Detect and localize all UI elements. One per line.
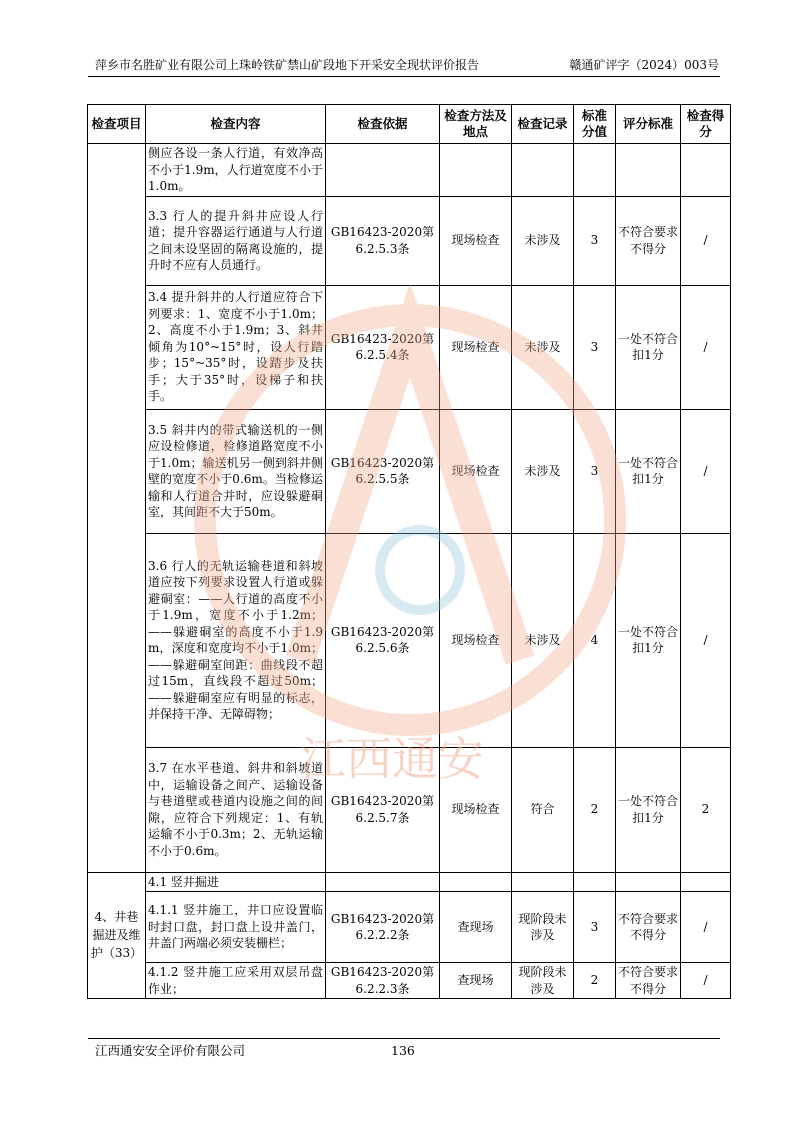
check-basis: GB16423-2020第6.2.5.4条 bbox=[326, 285, 440, 409]
section-subtitle: 4.1 竖井掘进 bbox=[146, 872, 326, 892]
check-record: 现阶段未涉及 bbox=[512, 963, 574, 999]
scoring-standard: 不符合要求不得分 bbox=[616, 892, 681, 963]
check-basis: GB16423-2020第6.2.5.7条 bbox=[326, 747, 440, 872]
table-row bbox=[88, 144, 731, 197]
standard-score: 3 bbox=[574, 892, 616, 963]
check-method: 现场检查 bbox=[440, 747, 512, 872]
check-record: 未涉及 bbox=[512, 285, 574, 409]
scoring-standard: 一处不符合扣1分 bbox=[616, 533, 681, 747]
footer-company: 江西通安安全评价有限公司 bbox=[95, 1043, 246, 1058]
table-row bbox=[88, 196, 731, 285]
check-basis: GB16423-2020第6.2.5.5条 bbox=[326, 409, 440, 533]
footer-divider bbox=[88, 1038, 720, 1039]
table-row bbox=[88, 747, 731, 872]
scoring-standard: 一处不符合扣1分 bbox=[616, 409, 681, 533]
table-row bbox=[88, 533, 731, 747]
standard-score: 2 bbox=[574, 747, 616, 872]
check-content: 侧应各设一条人行道，有效净高不小于1.9m，人行道宽度不小于1.0m。 bbox=[146, 144, 326, 197]
check-basis bbox=[326, 144, 440, 197]
table-row bbox=[88, 872, 731, 892]
check-content: 3.5 斜井内的带式输送机的一侧应设检修道，检修道路宽度不小于1.0m；输送机另一侧到斜井侧壁的宽度不小于0.6m。当检修运输和人行道合并时，应设躲避硐室，其间距不大于50m。 bbox=[146, 409, 326, 533]
col-header-basis: 检查依据 bbox=[326, 105, 440, 144]
check-result: / bbox=[681, 285, 731, 409]
page-number: 136 bbox=[391, 1043, 415, 1058]
empty-cell bbox=[681, 872, 731, 892]
empty-cell bbox=[326, 872, 440, 892]
check-content: 4.1.1 竖井施工，井口应设置临时封口盘，封口盘上设井盖门，井盖门两端必须安装栅栏； bbox=[146, 892, 326, 963]
check-record: 未涉及 bbox=[512, 409, 574, 533]
check-result: / bbox=[681, 963, 731, 999]
project-cell-3 bbox=[88, 144, 146, 873]
check-record: 未涉及 bbox=[512, 196, 574, 285]
check-result: / bbox=[681, 892, 731, 963]
check-content: 3.7 在水平巷道、斜井和斜坡道中，运输设备之间产、运输设备与巷道壁或巷道内设施之间的间隙，应符合下列规定：1、有轨运输不小于0.3m；2、无轨运输不小于0.6m。 bbox=[146, 747, 326, 872]
col-header-method: 检查方法及地点 bbox=[440, 105, 512, 144]
check-method: 查现场 bbox=[440, 892, 512, 963]
check-record: 现阶段未涉及 bbox=[512, 892, 574, 963]
check-result: / bbox=[681, 409, 731, 533]
check-content: 3.4 提升斜井的人行道应符合下列要求：1、宽度不小于1.0m；2、高度不小于1.9m；3、斜井倾角为10°~15°时，设人行踏步；15°~35°时，设踏步及扶手；大于35°时，设梯子和扶手。 bbox=[146, 285, 326, 409]
standard-score: 3 bbox=[574, 285, 616, 409]
col-header-record: 检查记录 bbox=[512, 105, 574, 144]
empty-cell bbox=[440, 872, 512, 892]
scoring-standard: 一处不符合扣1分 bbox=[616, 285, 681, 409]
standard-score: 2 bbox=[574, 963, 616, 999]
page-header bbox=[95, 56, 719, 74]
check-record: 符合 bbox=[512, 747, 574, 872]
col-header-content: 检查内容 bbox=[146, 105, 326, 144]
table-row bbox=[88, 963, 731, 999]
check-result: 2 bbox=[681, 747, 731, 872]
check-basis: GB16423-2020第6.2.5.6条 bbox=[326, 533, 440, 747]
project-cell-4: 4、井巷掘进及维护（33） bbox=[88, 872, 146, 999]
check-content: 4.1.2 竖井施工应采用双层吊盘作业； bbox=[146, 963, 326, 999]
check-record bbox=[512, 144, 574, 197]
table-header-row bbox=[88, 105, 731, 144]
col-header-standard: 评分标准 bbox=[616, 105, 681, 144]
scoring-standard: 不符合要求不得分 bbox=[616, 963, 681, 999]
check-method: 查现场 bbox=[440, 963, 512, 999]
check-result bbox=[681, 144, 731, 197]
check-basis: GB16423-2020第6.2.5.3条 bbox=[326, 196, 440, 285]
col-header-project: 检查项目 bbox=[88, 105, 146, 144]
table-row bbox=[88, 285, 731, 409]
header-divider bbox=[88, 76, 720, 77]
empty-cell bbox=[574, 872, 616, 892]
standard-score bbox=[574, 144, 616, 197]
document-number: 赣通矿评字（2024）003号 bbox=[569, 58, 719, 72]
check-result: / bbox=[681, 196, 731, 285]
standard-score: 3 bbox=[574, 196, 616, 285]
table-row bbox=[88, 409, 731, 533]
check-basis: GB16423-2020第6.2.2.3条 bbox=[326, 963, 440, 999]
empty-cell bbox=[616, 872, 681, 892]
check-content: 3.3 行人的提升斜井应设人行道；提升容器运行通道与人行道之间未设坚固的隔离设施的，提升时不应有人员通行。 bbox=[146, 196, 326, 285]
report-title: 萍乡市名胜矿业有限公司上珠岭铁矿禁山矿段地下开采安全现状评价报告 bbox=[95, 58, 480, 72]
check-record: 未涉及 bbox=[512, 533, 574, 747]
scoring-standard: 不符合要求不得分 bbox=[616, 196, 681, 285]
col-header-result: 检查得分 bbox=[681, 105, 731, 144]
check-basis: GB16423-2020第6.2.2.2条 bbox=[326, 892, 440, 963]
table-row bbox=[88, 892, 731, 963]
scoring-standard: 一处不符合扣1分 bbox=[616, 747, 681, 872]
check-method: 现场检查 bbox=[440, 409, 512, 533]
scoring-standard bbox=[616, 144, 681, 197]
check-result: / bbox=[681, 533, 731, 747]
check-method: 现场检查 bbox=[440, 196, 512, 285]
watermark-text: 江西通安 bbox=[300, 732, 484, 786]
inspection-table bbox=[87, 104, 731, 999]
standard-score: 4 bbox=[574, 533, 616, 747]
check-method bbox=[440, 144, 512, 197]
check-method: 现场检查 bbox=[440, 285, 512, 409]
check-content: 3.6 行人的无轨运输巷道和斜坡道应按下列要求设置人行道或躲避硐室：——人行道的高度不小于1.9m，宽度不小于1.2m；——躲避硐室的高度不小于1.9m，深度和宽度均不小于1.0m；——躲避硐室间距：曲线段不超过15m，直线段不超过50m；——躲避硐室应有明显的标志，并保持干净、无障碍物； bbox=[146, 533, 326, 747]
standard-score: 3 bbox=[574, 409, 616, 533]
empty-cell bbox=[512, 872, 574, 892]
check-method: 现场检查 bbox=[440, 533, 512, 747]
col-header-score: 标准分值 bbox=[574, 105, 616, 144]
